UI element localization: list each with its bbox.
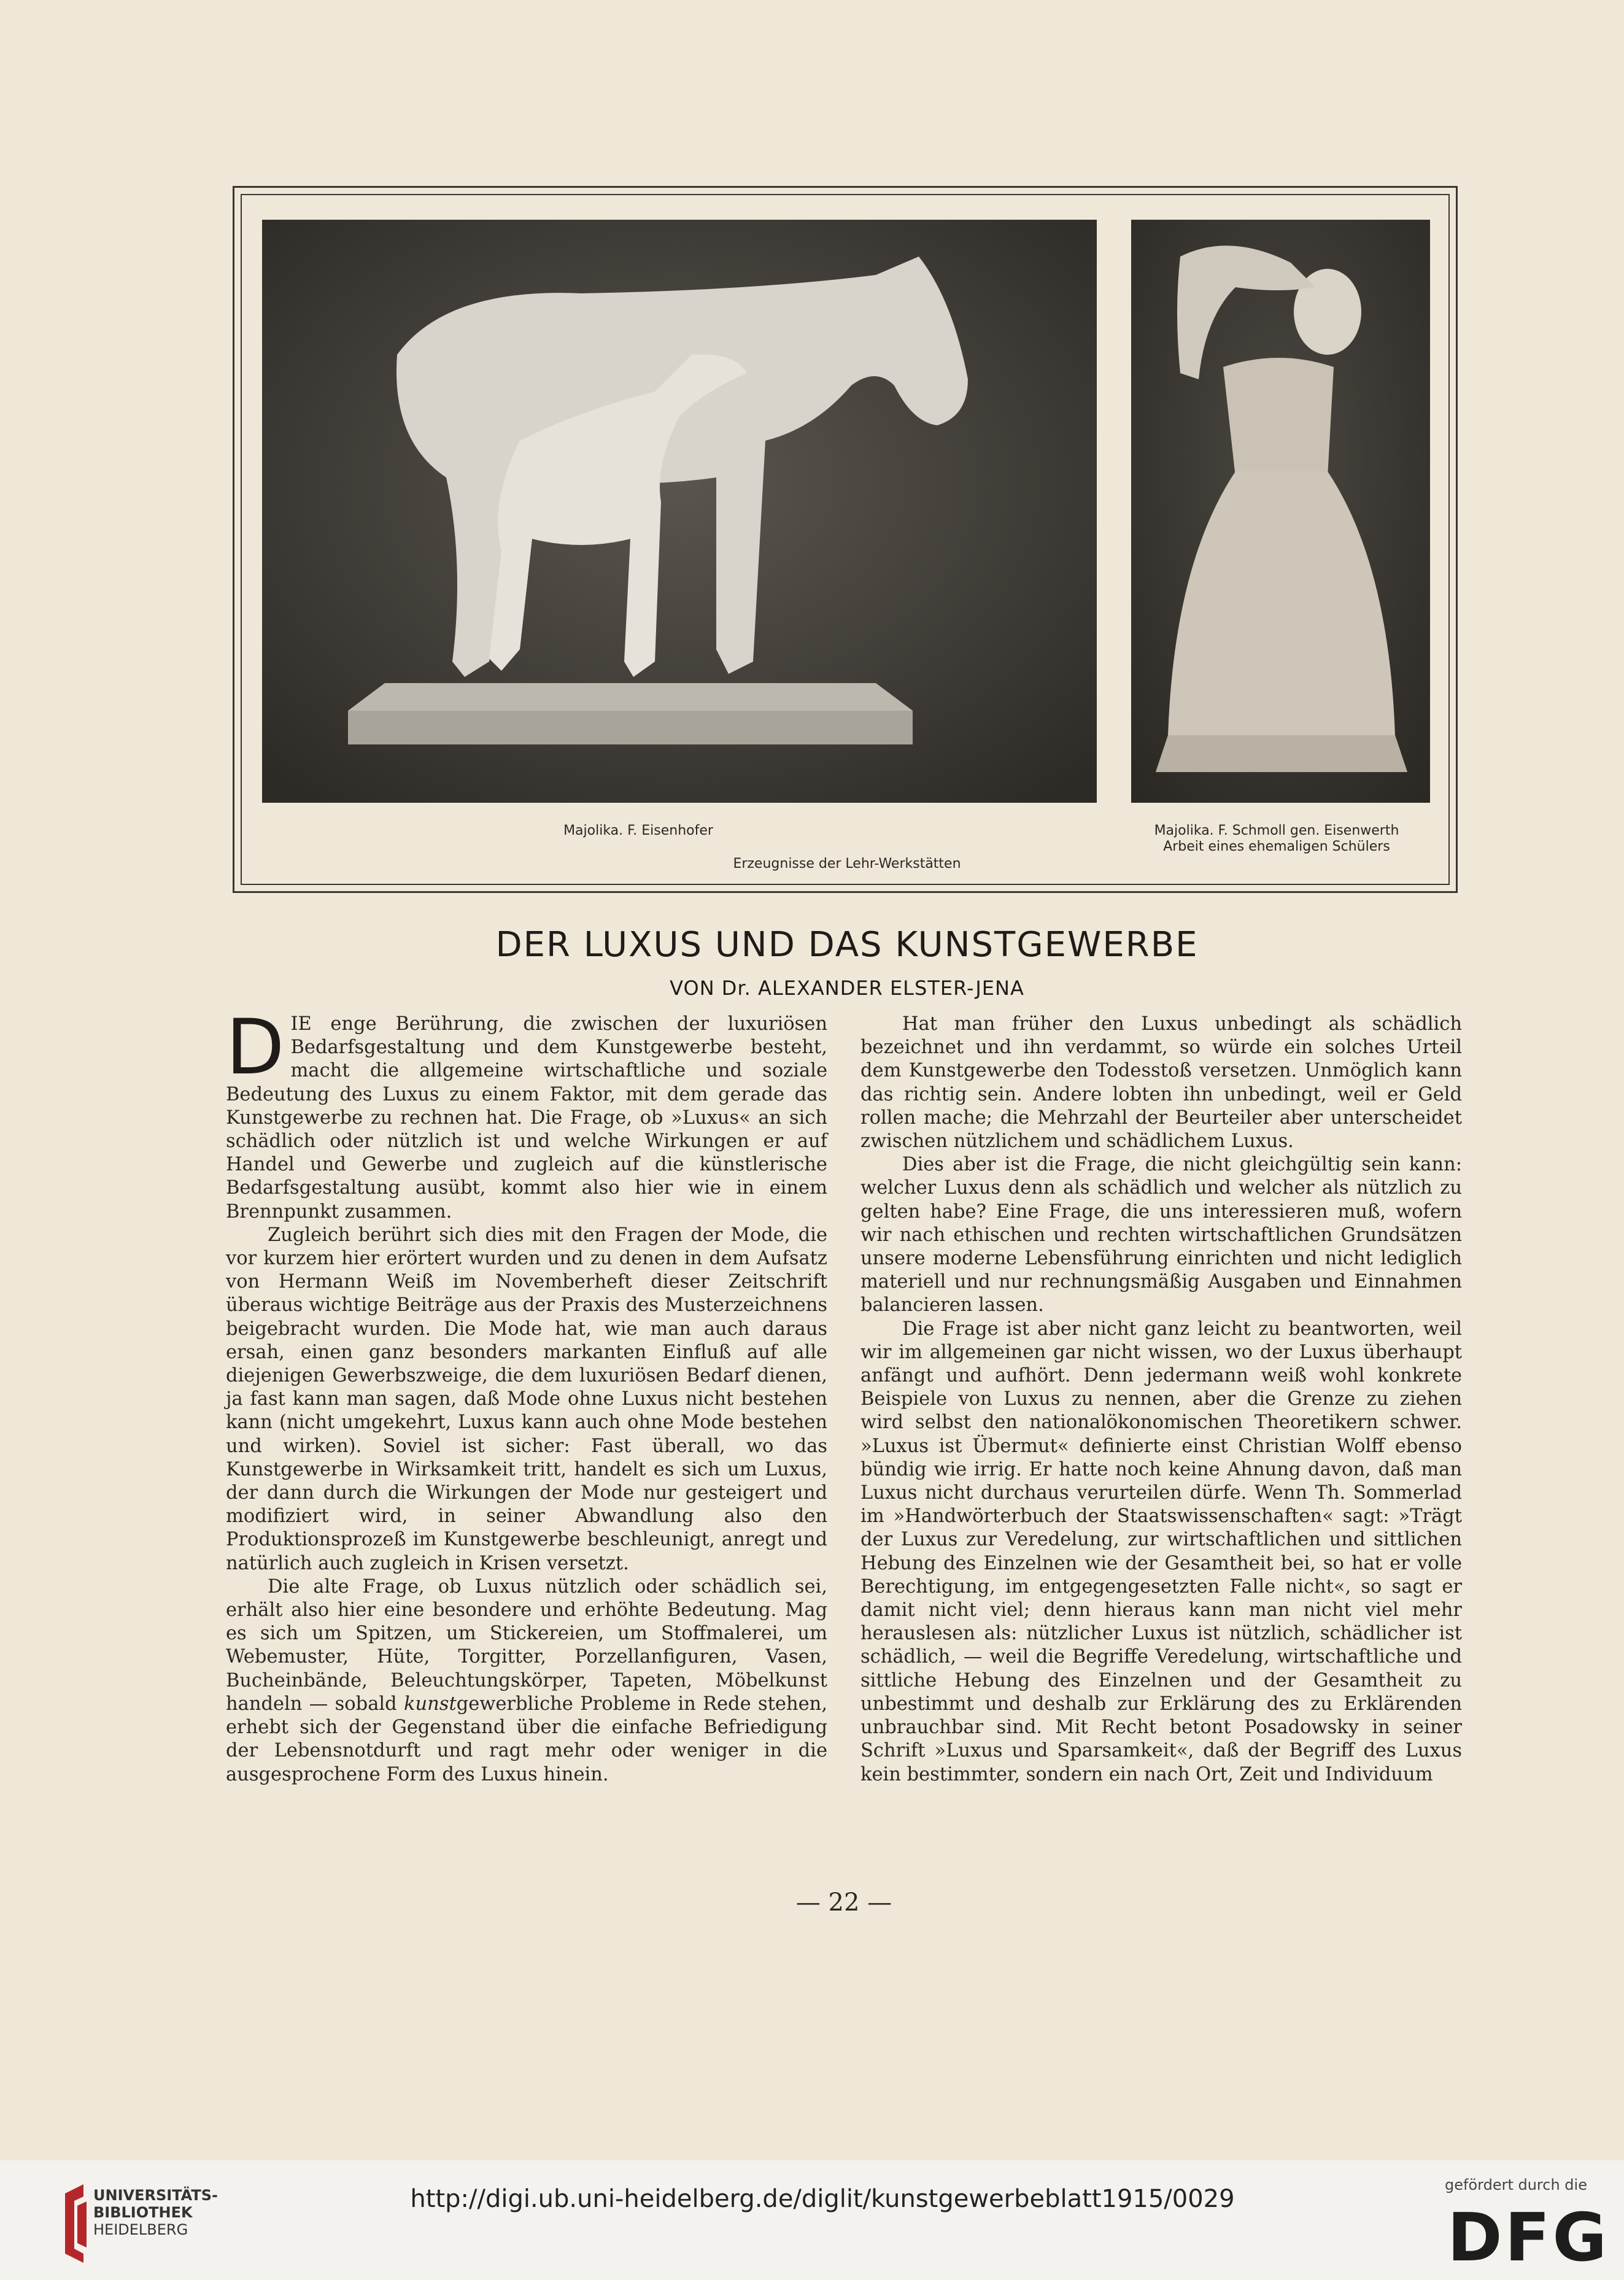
library-name (93, 2187, 218, 2238)
source-url-link[interactable]: http://digi.ub.uni-heidelberg.de/diglit/kunstgewerbeblatt1915/0029 (410, 2185, 1235, 2213)
drop-cap: D (226, 1003, 285, 1092)
caption-right-line1: Majolika. F. Schmoll gen. Eisenwerth (1154, 823, 1399, 838)
paragraph: Dies aber ist die Frage, die nicht gleichgültig sein kann: welcher Luxus denn als schädlich und welcher als nützlich zu gelten habe? Eine Frage, die uns interessieren muß, wofern wir nach ethischen und rechten wirtschaftlichen Grundsätzen unsere moderne Lebensführung einrichten und nicht lediglich materiell und nur rechnungsmäßig Ausgaben und Einnahmen balancieren lassen. (860, 1154, 1462, 1316)
paragraph: Die Frage ist aber nicht ganz leicht zu beantworten, weil wir im allgemeinen gar nicht wissen, wo der Luxus überhaupt anfängt und aufhört. Denn jedermann weiß wohl konkrete Beispiele von Luxus zu nennen, aber die Grenze zu ziehen wird selbst den nationalökonomischen Theoretikern schwer. »Luxus ist Übermut« definierte einst Christian Wolff ebenso bündig wie irrig. Er hatte noch keine Ahnung davon, daß man Luxus nicht durchaus verurteilen dürfe. Wenn Th. Sommerlad im »Handwörterbuch der Staatswissenschaften« sagt: »Trägt der Luxus zur Veredelung, zur wirtschaftlichen und sittlichen Hebung des Einzelnen wie der Gesamtheit bei, so hat er volle Berechtigung, im entgegengesetzten Falle nicht«, so sagt er damit nicht viel; denn hieraus kann man nicht viel mehr herauslesen als: nützlicher Luxus ist nützlich, schädlicher ist schädlich, — weil die Begriffe Veredelung, wirtschaftliche und sittliche Hebung des Einzelnen und der Gesamtheit zu unbestimmt und deshalb zur Erklärung des zu Erklärenden unbrauchbar sind. Mit Recht betont Posadowsky in seiner Schrift »Luxus und Sparsamkeit«, daß der Begriff des Luxus kein bestimmter, sondern ein nach Ort, Zeit und Individuum (860, 1318, 1462, 1785)
horse-figure-image (262, 220, 1097, 803)
paragraph (226, 1003, 827, 1224)
caption-center: Erzeugnisse der Lehr-Werkstätten (733, 856, 961, 871)
photo-woman-figurine-majolica (1131, 220, 1430, 803)
photo-horse-and-foal-majolica (262, 220, 1097, 803)
text-column-right (860, 1013, 1462, 1787)
emphasis-text: kunst (404, 1693, 457, 1715)
footer-bar (0, 2160, 1624, 2280)
text-column-left (226, 1003, 828, 1787)
funding-label: gefördert durch die (1445, 2176, 1587, 2193)
caption-right-line2: Arbeit eines ehemaligen Schülers (1163, 839, 1390, 854)
library-name-line3: HEIDELBERG (93, 2221, 188, 2238)
dfg-logo: DFG (1447, 2200, 1610, 2276)
page-number: — 22 — (795, 1888, 892, 1917)
paragraph: Hat man früher den Luxus unbedingt als schädlich bezeichnet und ihn verdammt, so würde ein solches Urteil dem Kunstgewerbe den Todesstoß versetzen. Unmöglich kann das richtig sein. Andere lobten ihn unbedingt, weil er Geld rollen mache; die Mehrzahl der Beurteiler aber unterscheidet zwischen nützlichem und schädlichem Luxus. (860, 1013, 1462, 1153)
paragraph-text: gewerbliche Probleme in Rede stehen, erhebt sich der Gegenstand über die einfache Befriedigung der Lebensnotdurft und ragt mehr oder weniger in die ausgesprochene Form des Luxus hinein. (226, 1693, 828, 1785)
article-title: DER LUXUS UND DAS KUNSTGEWERBE (495, 925, 1199, 965)
paragraph-text: Die alte Frage, ob Luxus nützlich oder schädlich sei, erhält also hier eine besondere und erhöhte Bedeutung. Mag es sich um Spitzen, um Stickereien, um Stoffmalerei, um Webemuster, Hüte, Torgitter, Porzellanfiguren, Vasen, Bucheinbände, Beleuchtungskörper, Tapeten, Möbelkunst handeln — sobald (226, 1575, 827, 1715)
article-byline: VON Dr. ALEXANDER ELSTER-JENA (670, 976, 1024, 1000)
paragraph (226, 1575, 827, 1787)
paragraph-text: IE enge Berührung, die zwischen der luxuriösen Bedarfsgestaltung und dem Kunstgewerbe besteht, macht die allgemeine wirtschaftliche und soziale Bedeutung des Luxus zu einem Faktor, mit dem gerade das Kunstgewerbe zu rechnen hat. Die Frage, ob »Luxus« an sich schädlich oder nützlich ist und welche Wirkungen er auf Handel und Gewerbe und zugleich auf die künstlerische Bedarfsgestaltung ausübt, kommt also hier wie in einem Brennpunkt zusammen. (226, 1013, 827, 1223)
caption-left: Majolika. F. Eisenhofer (563, 823, 713, 838)
figurine-image (1131, 220, 1430, 803)
caption-right (1111, 823, 1442, 855)
library-name-line1: UNIVERSITÄTS- (93, 2187, 218, 2204)
paragraph: Zugleich berührt sich dies mit den Fragen der Mode, die vor kurzem hier erörtert wurden und zu denen in dem Aufsatz von Hermann Weiß im Novemberheft dieser Zeitschrift überaus wichtige Beiträge aus der Praxis des Musterzeichnens beigebracht wurden. Die Mode hat, wie man auch daraus ersah, einen ganz besonders markanten Einfluß auf alle diejenigen Gewerbszweige, die dem luxuriösen Bedarf dienen, ja fast kann man sagen, daß Mode ohne Luxus nicht bestehen kann (nicht umgekehrt, Luxus kann auch ohne Mode bestehen und wirken). Soviel ist sicher: Fast überall, wo das Kunstgewerbe in Wirksamkeit tritt, handelt es sich um Luxus, der dann durch die Wirkungen der Mode nur gesteigert und modifiziert wird, in seiner Abwandlung also den Produktionsprozeß im Kunstgewerbe beschleunigt, anregt und natürlich auch zugleich in Krisen versetzt. (226, 1224, 827, 1574)
library-name-line2: BIBLIOTHEK (93, 2204, 193, 2221)
